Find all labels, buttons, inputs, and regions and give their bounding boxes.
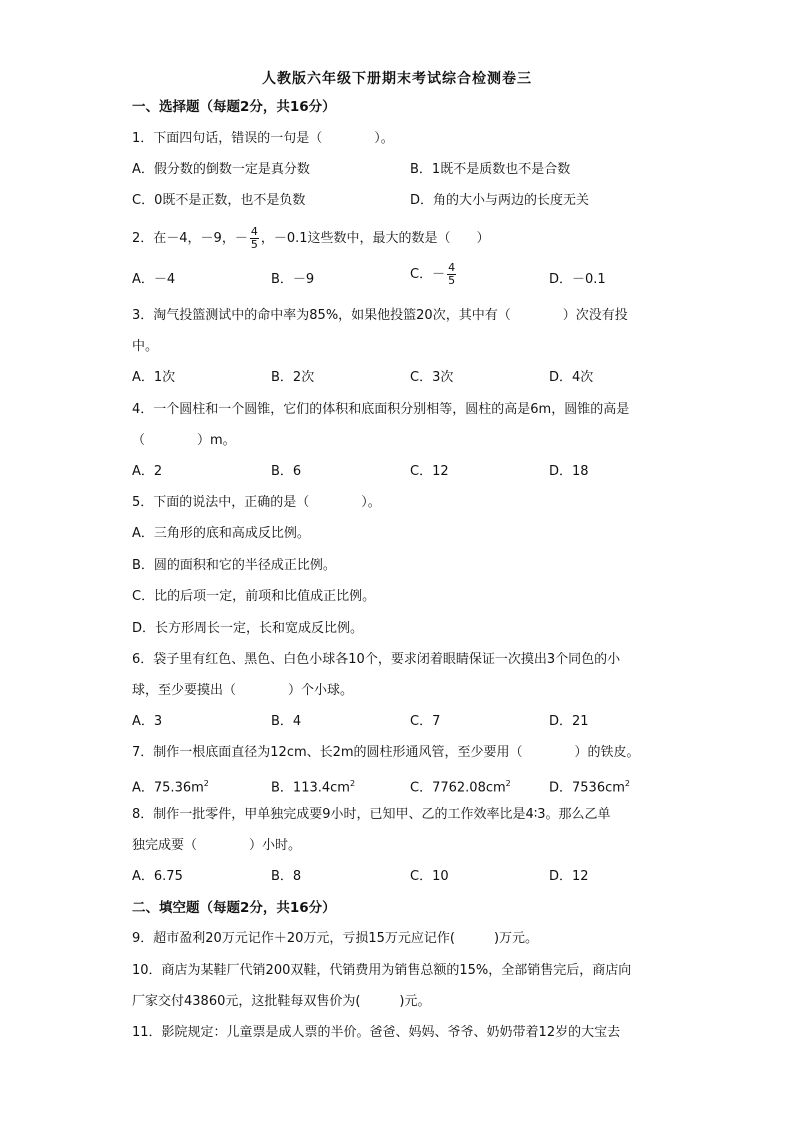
fraction-numerator: 4 xyxy=(250,225,258,238)
question-2-stem xyxy=(132,226,490,251)
superscript: 2 xyxy=(203,779,209,788)
q7-option-d-text: D．7536cm xyxy=(549,780,625,796)
q1-option-a: A．假分数的倒数一定是真分数 xyxy=(132,162,310,177)
section-heading-choice: 一、选择题（每题2分，共16分） xyxy=(132,99,336,115)
q6-option-c: C．7 xyxy=(410,714,441,729)
question-1-stem: 1．下面四句话，错误的一句是（ ）。 xyxy=(132,131,394,146)
question-6-stem-line-1: 6．袋子里有红色、黑色、白色小球各10个，要求闭着眼睛保证一次摸出3个同色的小 xyxy=(132,652,621,667)
q5-option-a: A．三角形的底和高成反比例。 xyxy=(132,526,310,541)
q3-option-a: A．1次 xyxy=(132,370,176,385)
question-6-stem-line-2: 球，至少要摸出（ ）个小球。 xyxy=(132,683,354,698)
q8-option-a: A．6.75 xyxy=(132,869,183,884)
question-8-stem-line-2: 独完成要（ ）小时。 xyxy=(132,838,302,853)
q8-option-c: C．10 xyxy=(410,869,449,884)
q3-option-c: C．3次 xyxy=(410,370,454,385)
page-title: 人教版六年级下册期末考试综合检测卷三 xyxy=(262,71,532,87)
q7-option-b-text: B．113.4cm xyxy=(271,780,350,796)
question-5-stem: 5．下面的说法中，正确的是（ ）。 xyxy=(132,495,381,510)
fraction xyxy=(250,226,259,251)
q4-option-c: C．12 xyxy=(410,464,449,479)
q2-option-c-label: C．－ xyxy=(410,267,446,282)
q7-option-a-text: A．75.36m xyxy=(132,780,204,796)
question-7-stem: 7．制作一根底面直径为12cm、长2m的圆柱形通风管，至少要用（ ）的铁皮。 xyxy=(132,745,640,760)
fraction-numerator: 4 xyxy=(448,261,456,274)
q1-option-d: D．角的大小与两边的长度无关 xyxy=(410,193,590,208)
superscript: 2 xyxy=(505,779,511,788)
q1-option-c: C．0既不是正数，也不是负数 xyxy=(132,193,306,208)
q3-option-d: D．4次 xyxy=(549,370,594,385)
q6-option-a: A．3 xyxy=(132,714,163,729)
section-heading-fill-blank: 二、填空题（每题2分，共16分） xyxy=(132,900,336,916)
question-3-stem-line-2: 中。 xyxy=(132,339,159,354)
q7-option-a xyxy=(132,775,209,797)
question-11-stem: 11．影院规定：儿童票是成人票的半价。爸爸、妈妈、爷爷、奶奶带着12岁的大宝去 xyxy=(132,1025,621,1040)
q2-stem-part-b: ，－0.1这些数中，最大的数是（ ） xyxy=(260,231,490,246)
q7-option-b xyxy=(271,775,355,797)
superscript: 2 xyxy=(349,779,356,788)
q2-option-a: A．－4 xyxy=(132,272,176,287)
q7-option-d xyxy=(549,775,630,797)
q8-option-d: D．12 xyxy=(549,869,589,884)
fraction-denominator: 5 xyxy=(448,274,456,287)
fraction xyxy=(447,262,456,287)
q7-option-c-text: C．7762.08cm xyxy=(410,780,506,796)
q6-option-b: B．4 xyxy=(271,714,302,729)
q4-option-a: A．2 xyxy=(132,464,163,479)
q1-option-b: B．1既不是质数也不是合数 xyxy=(410,162,571,177)
q4-option-d: D．18 xyxy=(549,464,589,479)
fraction-denominator: 5 xyxy=(250,238,258,251)
q3-option-b: B．2次 xyxy=(271,370,315,385)
q5-option-c: C．比的后项一定，前项和比值成正比例。 xyxy=(132,589,376,604)
superscript: 2 xyxy=(624,779,630,788)
question-10-stem-line-1: 10．商店为某鞋厂代销200双鞋，代销费用为销售总额的15%，全部销售完后，商店向 xyxy=(132,963,632,978)
q2-option-c xyxy=(410,262,458,287)
q6-option-d: D．21 xyxy=(549,714,589,729)
q2-stem-part-a: 2．在－4，－9，－ xyxy=(132,231,248,246)
question-8-stem-line-1: 8．制作一批零件，甲单独完成要9小时，已知甲、乙的工作效率比是4∶3。那么乙单 xyxy=(132,807,611,822)
q4-option-b: B．6 xyxy=(271,464,302,479)
question-3-stem-line-1: 3．淘气投篮测试中的命中率为85%，如果他投篮20次，其中有（ ）次没有投 xyxy=(132,308,628,323)
q5-option-b: B．圆的面积和它的半径成正比例。 xyxy=(132,558,336,573)
q5-option-d: D．长方形周长一定，长和宽成反比例。 xyxy=(132,621,364,636)
question-4-stem-line-1: 4．一个圆柱和一个圆锥，它们的体积和底面积分别相等，圆柱的高是6m，圆锥的高是 xyxy=(132,402,630,417)
q2-option-b: B．－9 xyxy=(271,272,315,287)
q8-option-b: B．8 xyxy=(271,869,302,884)
question-9-stem: 9．超市盈利20万元记作＋20万元，亏损15万元应记作( )万元。 xyxy=(132,931,539,946)
q7-option-c xyxy=(410,775,511,797)
q2-option-d: D．－0.1 xyxy=(549,272,606,287)
question-10-stem-line-2: 厂家交付43860元，这批鞋每双售价为( )元。 xyxy=(132,994,431,1009)
question-4-stem-line-2: （ ）m。 xyxy=(132,433,236,448)
